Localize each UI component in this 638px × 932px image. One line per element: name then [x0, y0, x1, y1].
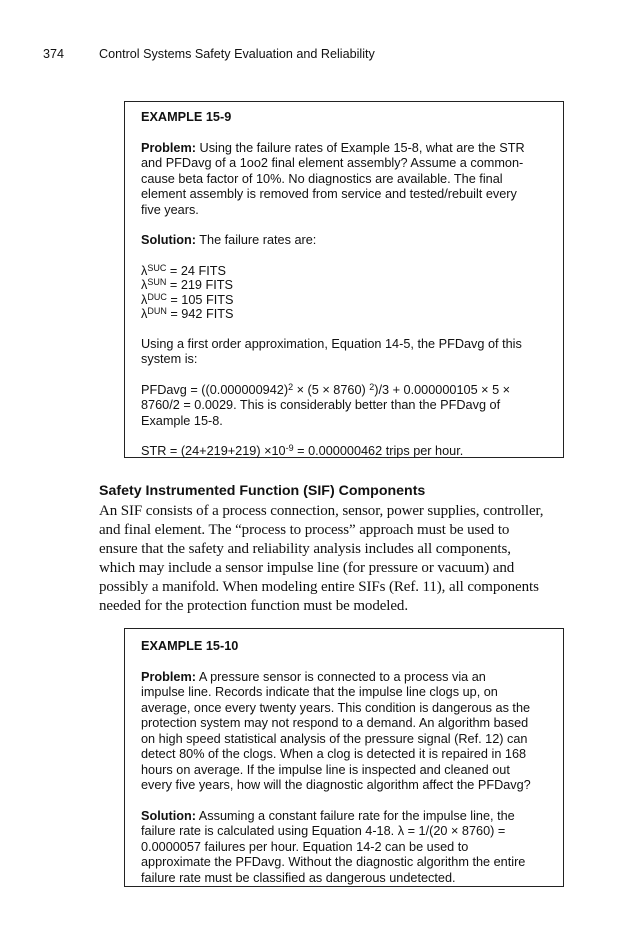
solution-text: Solution: The failure rates are:	[141, 233, 317, 247]
solution-label: Solution:	[141, 808, 196, 823]
running-title: Control Systems Safety Evaluation and Reliability	[99, 47, 375, 61]
solution-label: Solution:	[141, 233, 196, 247]
page-number: 374	[43, 47, 65, 61]
solution-text: Solution: Assuming a constant failure rate for the impulse line, the failure rate is calculated using Equation 4-18. λ = 1/(20 × 8760) = 0.0000057 failures per hour. Equation 14-2 can be used to approximate the PFDavg. Without the diagnostic algorithm the entire failure rate must be classified as dangerous undetected.	[141, 808, 526, 885]
rate-duc: $\lambda^{DUC} = 105$ FITS	[141, 291, 234, 307]
rate-suc: $\lambda^{SUC} = 24$ FITS	[141, 262, 226, 278]
example-title: EXAMPLE 15-10	[141, 639, 239, 653]
section-paragraph: An SIF consists of a process connection, sensor, power supplies, controller, and final element. The “process to process” approach must be used to ensure that the safety and reliability analysis includes all components, which may include a sensor impulse line (for pressure or vacuum) and possibly a manifold. When modeling entire SIFs (Ref. 11), all components needed for the protection function must be modeled.	[99, 503, 544, 614]
problem-text: Problem: Using the failure rates of Example 15-8, what are the STR and PFDavg of a 1oo2 final element assembly? Assume a common- cause beta factor of 10%. No diagnostics are available. The final element assembly is removed from service and tested/rebuilt every five years.	[141, 140, 525, 217]
str-equation: STR = $(24+219+219) \times 10^{-9} = 0.000000462$ trips per hour.	[141, 443, 464, 459]
sif-components-section	[99, 483, 565, 616]
section-heading: Safety Instrumented Function (SIF) Components	[99, 483, 426, 499]
problem-label: Problem:	[141, 669, 196, 684]
approximation-text: Using a first order approximation, Equation 14-5, the PFDavg of this system is:	[141, 336, 522, 367]
example-title: EXAMPLE 15-9	[141, 110, 232, 124]
problem-label: Problem:	[141, 140, 196, 155]
rate-dun: $\lambda^{DUN} = 942$ FITS	[141, 306, 234, 322]
pfdavg-equation: PFDavg = $((0.000000942)^2 \times (5 \times 8760) ^2)/3 + 0.000000105 \times 5$ × 8760/2 = 0.0029. This is considerably better than the PFDavg of Example 15-8.	[141, 381, 511, 428]
failure-rates	[141, 264, 549, 322]
page-header	[43, 47, 375, 61]
problem-text: Problem: A pressure sensor is connected to a process via an impulse line. Records indicate that the impulse line clogs up, on average, once every twenty years. This condition is dangerous as the protection system may not respond to a demand. An algorithm based on high speed statistical analysis of the pressure signal (Ref. 12) can detect 80% of the clogs. When a clog is detected it is repaired in 168 hours on average. If the impulse line is inspected and cleaned out every five years, how will the diagnostic algorithm affect the PFDavg?	[141, 669, 531, 792]
example-15-10-box	[124, 628, 564, 887]
example-15-9-box	[124, 101, 564, 458]
rate-sun: $\lambda^{SUN} = 219$ FITS	[141, 277, 233, 293]
